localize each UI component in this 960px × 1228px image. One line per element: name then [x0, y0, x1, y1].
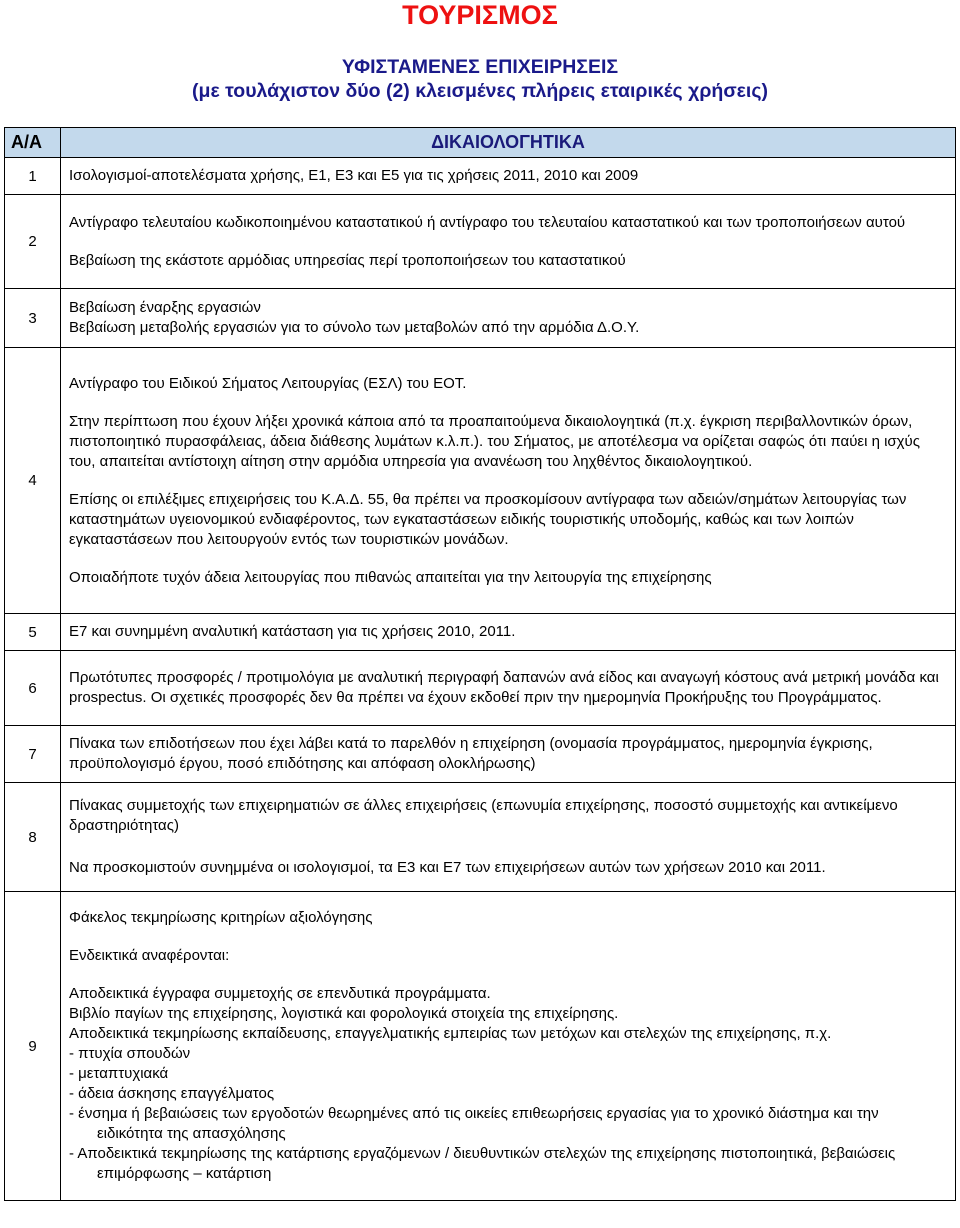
subtitle-primary: ΥΦΙΣΤΑΜΕΝΕΣ ΕΠΙΧΕΙΡΗΣΕΙΣ [341, 56, 619, 78]
row-number: 5 [5, 614, 61, 651]
list-item: - ένσημα ή βεβαιώσεις των εργοδοτών θεωρημένες από τις οικείες επιθεωρήσεις εργασίας για το χρονικό διάστημα και την ειδικότητα της απασχόλησης [69, 1105, 879, 1142]
row-text: Να προσκομιστούν συνημμένα οι ισολογισμοί, τα Ε3 και Ε7 των επιχειρήσεων αυτών των χρήσεων 2010 και 2011. [69, 859, 826, 876]
row-number: 8 [5, 783, 61, 892]
row-text: Επίσης οι επιλέξιμες επιχειρήσεις του Κ.Α.Δ. 55, θα πρέπει να προσκομίσουν αντίγραφα των αδειών/σημάτων λειτουργίας των καταστημάτων υγειονομικού ενδιαφέροντος, των εγκαταστάσεων ειδικής τουριστικής υποδομής, καθώς και των λοιπών εγκαταστάσεων που λειτουργούν εντός των τουριστικών μονάδων. [69, 490, 907, 548]
row-content [61, 726, 956, 783]
table-row [5, 614, 956, 651]
row-number: 1 [5, 158, 61, 195]
page-title: ΤΟΥΡΙΣΜΟΣ [402, 0, 558, 30]
row-text: Αποδεικτικά έγγραφα συμμετοχής σε επενδυτικά προγράμματα. [69, 985, 491, 1002]
table-row [5, 783, 956, 892]
column-header-documents: ΔΙΚΑΙΟΛΟΓΗΤΙΚΑ [61, 128, 956, 158]
table-row [5, 158, 956, 195]
row-content [61, 195, 956, 289]
list-item: - πτυχία σπουδών [69, 1045, 191, 1062]
row-content [61, 614, 956, 651]
row-text: Οποιαδήποτε τυχόν άδεια λειτουργίας που πιθανώς απαιτείται για την λειτουργία της επιχείρησης [69, 568, 712, 586]
row-number: 7 [5, 726, 61, 783]
row-text: Αντίγραφο τελευταίου κωδικοποιημένου καταστατικού ή αντίγραφο του τελευταίου καταστατικού και των τροποποιήσεων αυτού [69, 213, 906, 231]
row-text: Πρωτότυπες προσφορές / προτιμολόγια με αναλυτική περιγραφή δαπανών ανά είδος και αναγωγή κόστους ανά μετρική μονάδα και prospectus. Οι σχετικές προσφορές δεν θα πρέπει να έχουν εκδοθεί πριν την ημερομηνία Προκήρυξης του Προγράμματος. [69, 669, 939, 706]
row-content [61, 348, 956, 614]
row-number: 3 [5, 289, 61, 348]
table-row [5, 348, 956, 614]
table-row [5, 289, 956, 348]
table-row [5, 651, 956, 726]
table-row [5, 726, 956, 783]
row-text: Πίνακας συμμετοχής των επιχειρηματιών σε άλλες επιχειρήσεις (επωνυμία επιχείρησης, ποσοστό συμμετοχής και αντικείμενο δραστηριότητας) [69, 797, 898, 834]
row-content [61, 158, 956, 195]
row-number: 2 [5, 195, 61, 289]
row-number: 9 [5, 892, 61, 1201]
documents-table [4, 127, 956, 1201]
row-number: 6 [5, 651, 61, 726]
row-text: Στην περίπτωση που έχουν λήξει χρονικά κάποια από τα προαπαιτούμενα δικαιολογητικά (π.χ. έγκριση περιβαλλοντικών όρων, πιστοποιητικό πυρασφάλειας, άδεια διάθεσης λυμάτων κ.λ.π.). του Σήματος, με αποτέλεσμα να ορίζεται σαφώς ότι παύει η ισχύς του, απαιτείται αντίστοιχη αίτηση στην αρμόδια υπηρεσία για ανανέωση του ληχθέντος δικαιολογητικού. [69, 412, 920, 470]
table-row [5, 195, 956, 289]
row-text: Βεβαίωση μεταβολής εργασιών για το σύνολο των μεταβολών από την αρμόδια Δ.Ο.Υ. [69, 319, 640, 336]
subtitle-secondary: (με τουλάχιστον δύο (2) κλεισμένες πλήρεις εταιρικές χρήσεις) [192, 80, 768, 102]
list-item: - Αποδεικτικά τεκμηρίωσης της κατάρτισης εργαζόμενων / διευθυντικών στελεχών της επιχείρησης πιστοποιητικά, βεβαιώσεις επιμόρφωσης – κατάρτιση [69, 1145, 896, 1182]
list-item: - μεταπτυχιακά [69, 1065, 169, 1082]
row-text: Πίνακα των επιδοτήσεων που έχει λάβει κατά το παρελθόν η επιχείρηση (ονομασία προγράμματος, ημερομηνία έγκρισης, προϋπολογισμό έργου, ποσό επιδότησης και απόφαση ολοκλήρωσης) [69, 735, 873, 772]
row-content [61, 892, 956, 1201]
table-header-row [5, 128, 956, 158]
row-text: Ισολογισμοί-αποτελέσματα χρήσης, Ε1, Ε3 και Ε5 για τις χρήσεις 2011, 2010 και 2009 [69, 167, 639, 184]
row-text: Βεβαίωση της εκάστοτε αρμόδιας υπηρεσίας περί τροποποιήσεων του καταστατικού [69, 251, 626, 269]
row-content [61, 289, 956, 348]
row-content [61, 651, 956, 726]
row-text: Αποδεικτικά τεκμηρίωσης εκπαίδευσης, επαγγελματικής εμπειρίας των μετόχων και στελεχών της επιχείρησης, π.χ. [69, 1025, 832, 1042]
row-content [61, 783, 956, 892]
row-text: Αντίγραφο του Ειδικού Σήματος Λειτουργίας (ΕΣΛ) του ΕΟΤ. [69, 374, 467, 392]
column-header-number: Α/Α [5, 128, 61, 158]
row-text: Φάκελος τεκμηρίωσης κριτηρίων αξιολόγησης [69, 909, 373, 926]
row-text: Βιβλίο παγίων της επιχείρησης, λογιστικά και φορολογικά στοιχεία της επιχείρησης. [69, 1005, 619, 1022]
list-item: - άδεια άσκησης επαγγέλματος [69, 1085, 275, 1102]
row-text: Ενδεικτικά αναφέρονται: [69, 947, 230, 964]
row-text: Βεβαίωση έναρξης εργασιών [69, 299, 261, 316]
row-number: 4 [5, 348, 61, 614]
table-row [5, 892, 956, 1201]
row-text: Ε7 και συνημμένη αναλυτική κατάσταση για τις χρήσεις 2010, 2011. [69, 623, 516, 640]
